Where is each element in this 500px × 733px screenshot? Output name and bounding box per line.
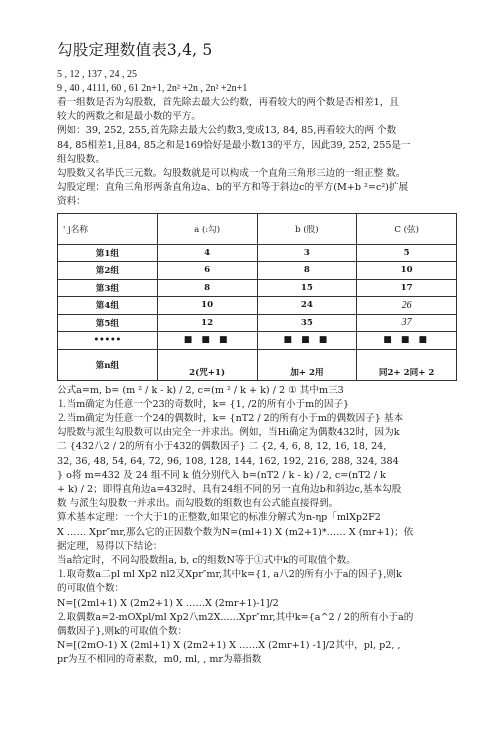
table-header-row [58,213,457,244]
table-cell: ■ ■ ■ [257,332,357,350]
table-cell: 第2组 [58,262,158,280]
table-cell: 加+ 2用 [257,349,357,380]
text-line: ⒉取偶数a=2-mOXpl/ml Xp2八m2X......Xpr″mr,其中k={a^2 / 2的所有小于a的 [57,611,414,623]
table-row [58,262,457,280]
numbers-line: 5 , 12 , 137 , 24 , 25 [57,69,137,80]
table-cell: 5 [357,244,457,262]
text-line: 勾股数又名毕氏三元数。勾股数就是可以构成一个直角三角形三边的一组正整 数。 [57,168,406,180]
table-cell: 37 [357,314,457,332]
table-cell: 4 [157,244,257,262]
text-line: } o将 m=432 及 24 组不同 k 值分别代入 b=(nT2 / k - k) / 2, c=(nT2 / k [57,469,386,481]
table-row [58,244,457,262]
table-cell: 15 [257,279,357,297]
text-line: ⒈当m确定为任意一个23的奇数时，k= {1, /2的所有小于m的因子} [57,398,350,410]
formula-line: 公式a=m, b= (m ² / k - k) / 2, c=(m ² / k + k) / 2 ① 其中m三3 [57,384,344,396]
text-line: 勾股定理：直角三角形两条直角边a、b的平方和等于斜边c的平方(M+b ²=c²)扩展 [57,182,409,194]
table-cell: 第4组 [58,297,158,315]
table-cell: 6 [157,262,257,280]
table-cell: 24 [257,297,357,315]
text-line: ⒉当m确定为任意一个24的偶数时，k= {nT2 / 2的所有小于m的偶数因子} 基本 [57,413,404,425]
table-cell: ■ ■ ■ [357,332,457,350]
text-line: 84, 85相差1,且84, 85之和是169恰好是最小数13的平方，因此39, 252, 255是一 [57,139,411,151]
table-cell: 10 [357,262,457,280]
table-row [58,332,457,350]
formula-line: N=[(2ml+1) X (2m2+1) X ……X (2mr+1)-1]/2 [57,597,279,609]
table-cell: 第3组 [58,279,158,297]
pythagorean-triples-table [57,213,457,381]
text-line: 看一组数是否为勾股数，首先除去最大公约数，再看较大的两个数是否相差1，且 [57,97,399,108]
formula-line: N=[(2mO-1) X (2ml+1) X (2m2+1) X ……X (2mr+1) -1]/2其中，pl, p2, , [57,640,401,652]
table-row [58,349,457,380]
table-header-cell: b (股) [257,213,357,244]
text-line: 二 {432八2 / 2的所有小于432的偶数因子} 二 {2, 4, 6, 8, 12, 16, 18, 24, [57,441,387,453]
table-cell: 2(咒+1) [157,349,257,380]
table-cell: 26 [357,297,457,315]
table-cell: 第n组 [58,349,158,380]
numbers-line: 9 , 40 , 4111, 60 , 61 2n+1, 2n² +2n , 2n² +2n+1 [57,83,248,94]
text-line: 例如：39, 252, 255,首先除去最大公约数3,变成13, 84, 85,再看较大的两 个数 [57,125,397,137]
text-line: 资料： [57,196,86,208]
text-line: 组勾股数。 [57,153,105,165]
table-cell: 35 [257,314,357,332]
table-row [58,297,457,315]
text-line: 勾股数与派生勾股数可以由完全一并求出。例如，当Hi确定为偶数432时，因为k [57,427,400,439]
table-cell: 12 [157,314,257,332]
table-cell: 第5组 [58,314,158,332]
table-cell: 3 [257,244,357,262]
table-row [58,314,457,332]
page-title: 勾股定理数值表3,4, 5 [57,41,213,59]
text-line: 32, 36, 48, 54, 64, 72, 96, 108, 128, 144, 162, 192, 216, 288, 324, 384 [57,455,399,467]
text-line: 偶数因子},则k的可取值个数： [57,626,188,638]
table-cell: 10 [157,297,257,315]
text-line: 的可取值个数： [57,583,125,595]
text-line: ⒈取奇数a二pl ml Xp2 nl2又Xpr″mr,其中k={1, a八2的所有小于a的因子},则k [57,569,402,581]
text-line: 数 与派生勾股数一并求出。而勾股数的组数也有公式能直接得到。 [57,498,339,510]
text-line: 据定理，易得以下结论： [57,540,163,552]
table-header-cell: a (:勾) [157,213,257,244]
table-cell: 17 [357,279,457,297]
document-page [57,38,457,668]
table-cell: ■ ■ ■ [157,332,257,350]
text-line: X …… Xpr″mr,那么它的正因数个数为N=(ml+1) X (m2+1)*…… X (mr+1)；依 [57,526,414,538]
table-cell: 8 [157,279,257,297]
text-line: 当a给定时，不同勾股数组a, b, c的组数N等于①式中k的可取值个数。 [57,555,356,567]
table-cell: 第1组 [58,244,158,262]
table-row [58,279,457,297]
table-cell: 同2+ 2同+ 2 [357,349,457,380]
text-line: 算术基本定理：一个大于1的正整数,如果它的标准分解式为n-ηp「mlXp2F2 [57,512,381,524]
table-cell: ••••• [58,332,158,350]
text-line: + k) / 2；即得直角边a=432时、具有24组不同的另一直角边b和斜边c,基本勾股 [57,484,402,496]
table-cell: 8 [257,262,357,280]
text-line: pr为互不相同的奇素数，m0, ml, , mr为幕指数 [57,654,262,666]
table-header-cell: ' j名称 [58,213,158,244]
text-line: 较大的两数之和是最小数的平方。 [57,111,201,123]
table-header-cell: C (弦) [357,213,457,244]
